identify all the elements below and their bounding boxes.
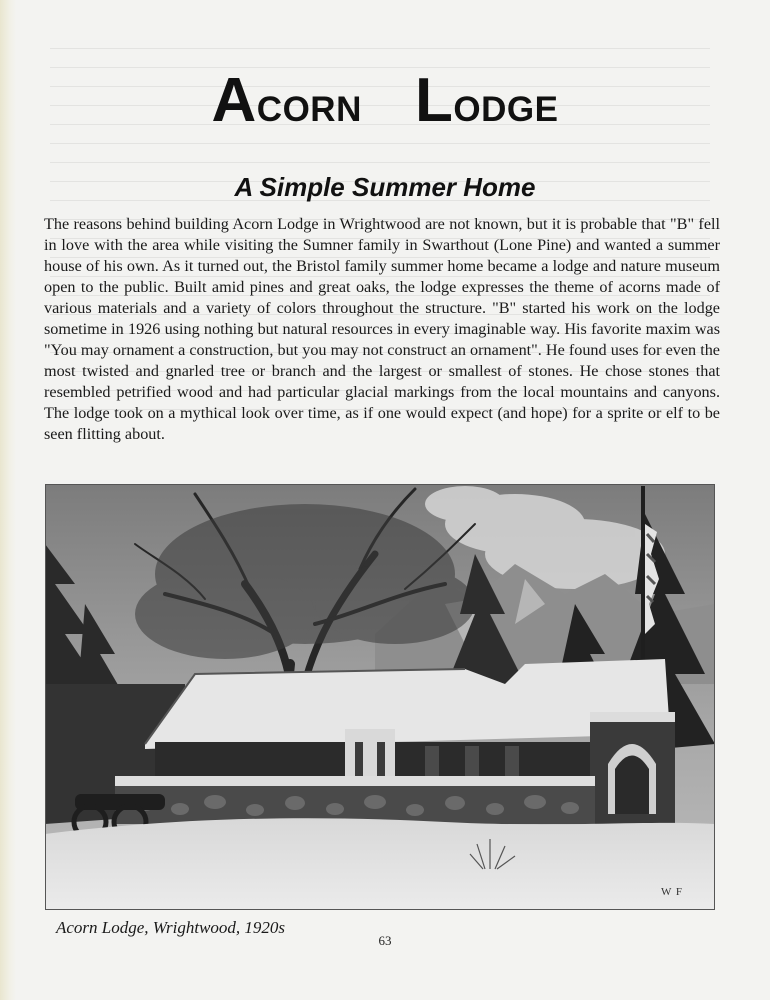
title-initial-l: L [415, 66, 454, 135]
photo-snow-ground [45, 818, 715, 910]
photo-stone-wall [115, 776, 595, 824]
page-subtitle: A Simple Summer Home [234, 172, 536, 202]
title-rest-corn: CORN [256, 90, 362, 129]
page-number: 63 [378, 933, 392, 948]
photo-mark: W F [661, 886, 684, 898]
page-title [0, 66, 770, 135]
photo-caption: Acorn Lodge, Wrightwood, 1920s [56, 918, 286, 937]
page-edge-tint [0, 0, 16, 1000]
body-paragraph: The reasons behind building Acorn Lodge in Wrightwood are not known, but it is probable that "B" fell in love with the area while visiting the Sumner family in Swarthout (Lone Pine) and wanted a summer house of his own. As it turned out, the Bristol family summer home became a lodge and nature museum open to the public. Built amid pines and great oaks, the lodge expresses the theme of acorns made of various materials and a variety of colors throughout the structure. "B" started his work on the lodge sometime in 1926 using nothing but natural resources in every imaginable way. His favorite maxim was "You may ornament a construction, but you may not construct an ornament". He found uses for even the most twisted and gnarled tree or branch and the largest or smallest of stones. He chose stones that resembled petrified wood and had particular glacial markings from the local mountains and canyons. The lodge took on a mythical look over time, as if one would expect (and hope) for a sprite or elf to be seen flitting about. [44, 215, 720, 443]
title-word-acorn [211, 66, 362, 135]
title-initial-a: A [211, 66, 257, 135]
lodge-photo [45, 484, 715, 910]
photo-stone-gate [590, 712, 675, 829]
title-rest-odge: ODGE [453, 90, 559, 129]
title-word-lodge [415, 66, 559, 135]
